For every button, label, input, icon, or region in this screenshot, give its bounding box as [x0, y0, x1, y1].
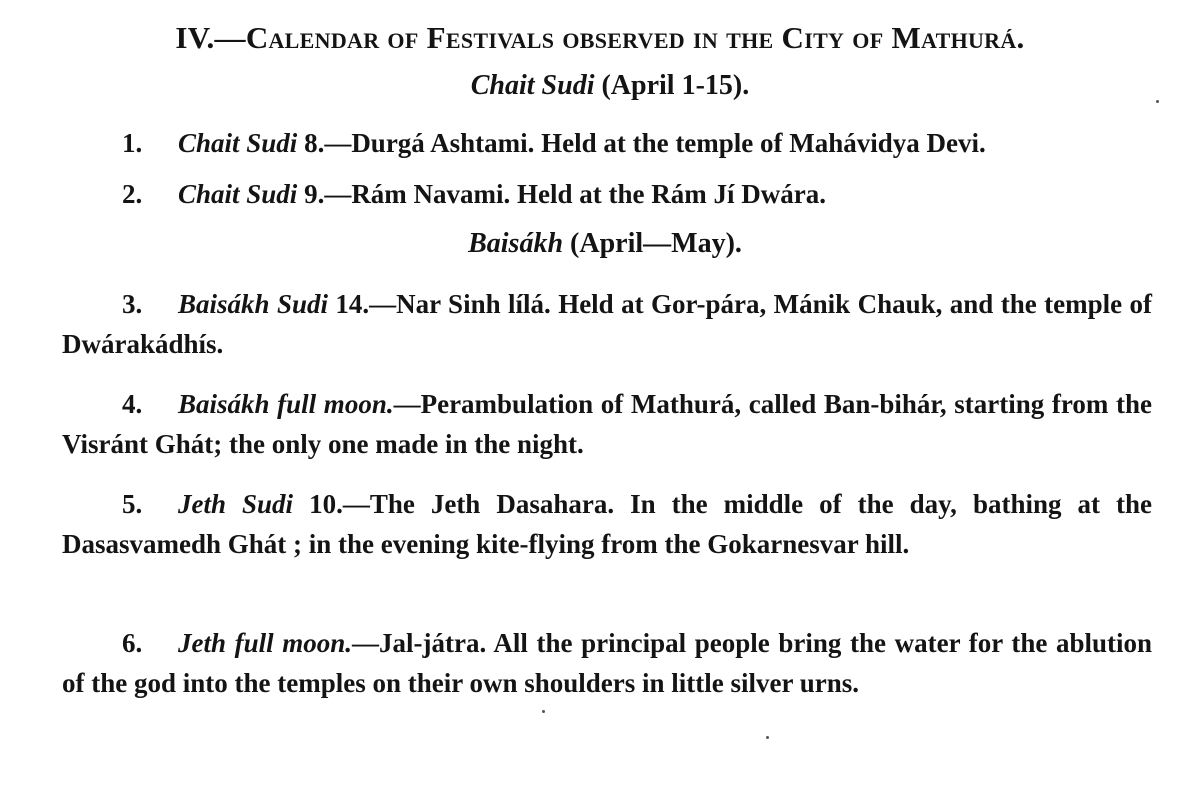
entry-date-suffix: 10.	[309, 489, 343, 519]
heading-title: Calendar of Festivals observed in the City of Mathurá.	[245, 20, 1025, 55]
scan-speck	[1156, 100, 1159, 103]
heading-roman: IV.	[175, 20, 215, 55]
festival-entry	[62, 623, 1152, 703]
section-range: (April—May).	[570, 228, 742, 259]
entry-date: Baisákh Sudi	[178, 289, 328, 319]
entry-number: 3.	[122, 289, 143, 319]
page-heading	[0, 20, 1200, 56]
scan-speck	[766, 736, 769, 739]
section-heading-chait	[20, 70, 1200, 102]
festival-entry	[62, 284, 1152, 364]
entry-date: Chait Sudi	[178, 179, 298, 209]
entry-date: Jeth Sudi	[178, 489, 294, 519]
scan-speck	[542, 710, 545, 713]
entry-text: —Durgá Ashtami. Held at the temple of Mahávidya Devi.	[324, 128, 986, 158]
entry-date: Jeth full moon.	[178, 628, 353, 658]
section-title: Chait Sudi	[470, 70, 595, 101]
entry-number: 2.	[122, 179, 143, 209]
entry-text: —The Jeth Dasahara. In the middle of the day, bathing at the Dasasvamedh Ghát ; in the evening kite-flying from the Gokarnesvar hill.	[62, 489, 1152, 559]
festival-entry	[62, 384, 1152, 464]
entry-date-suffix: 8.	[304, 128, 325, 158]
heading-dash: —	[214, 20, 246, 55]
festival-entry	[62, 123, 1152, 163]
section-title: Baisákh	[468, 228, 564, 259]
section-range: (April 1-15).	[601, 70, 750, 101]
entry-date-suffix: 14.	[335, 289, 370, 319]
entry-date-suffix: 9.	[304, 179, 325, 209]
entry-text: —Nar Sinh lílá. Held at Gor-pára, Mánik Chauk, and the temple of Dwárakádhís.	[62, 289, 1152, 359]
section-heading-baisakh	[10, 228, 1200, 260]
festival-entry	[62, 174, 1152, 214]
entry-text: —Perambulation of Mathurá, called Ban-bihár, starting from the Visránt Ghát; the only one made in the night.	[62, 389, 1153, 459]
festival-entry	[62, 484, 1152, 564]
entry-number: 1.	[122, 128, 143, 158]
entry-number: 5.	[122, 489, 143, 519]
entry-date: Baisákh full moon.	[178, 389, 394, 419]
entry-number: 6.	[122, 628, 143, 658]
entry-date: Chait Sudi	[178, 128, 298, 158]
entry-number: 4.	[122, 389, 143, 419]
entry-text: —Rám Navami. Held at the Rám Jí Dwára.	[324, 179, 827, 209]
entry-text: —Jal-játra. All the principal people bring the water for the ablution of the god into the temples on their own shoulders in little silver urns.	[62, 628, 1153, 698]
